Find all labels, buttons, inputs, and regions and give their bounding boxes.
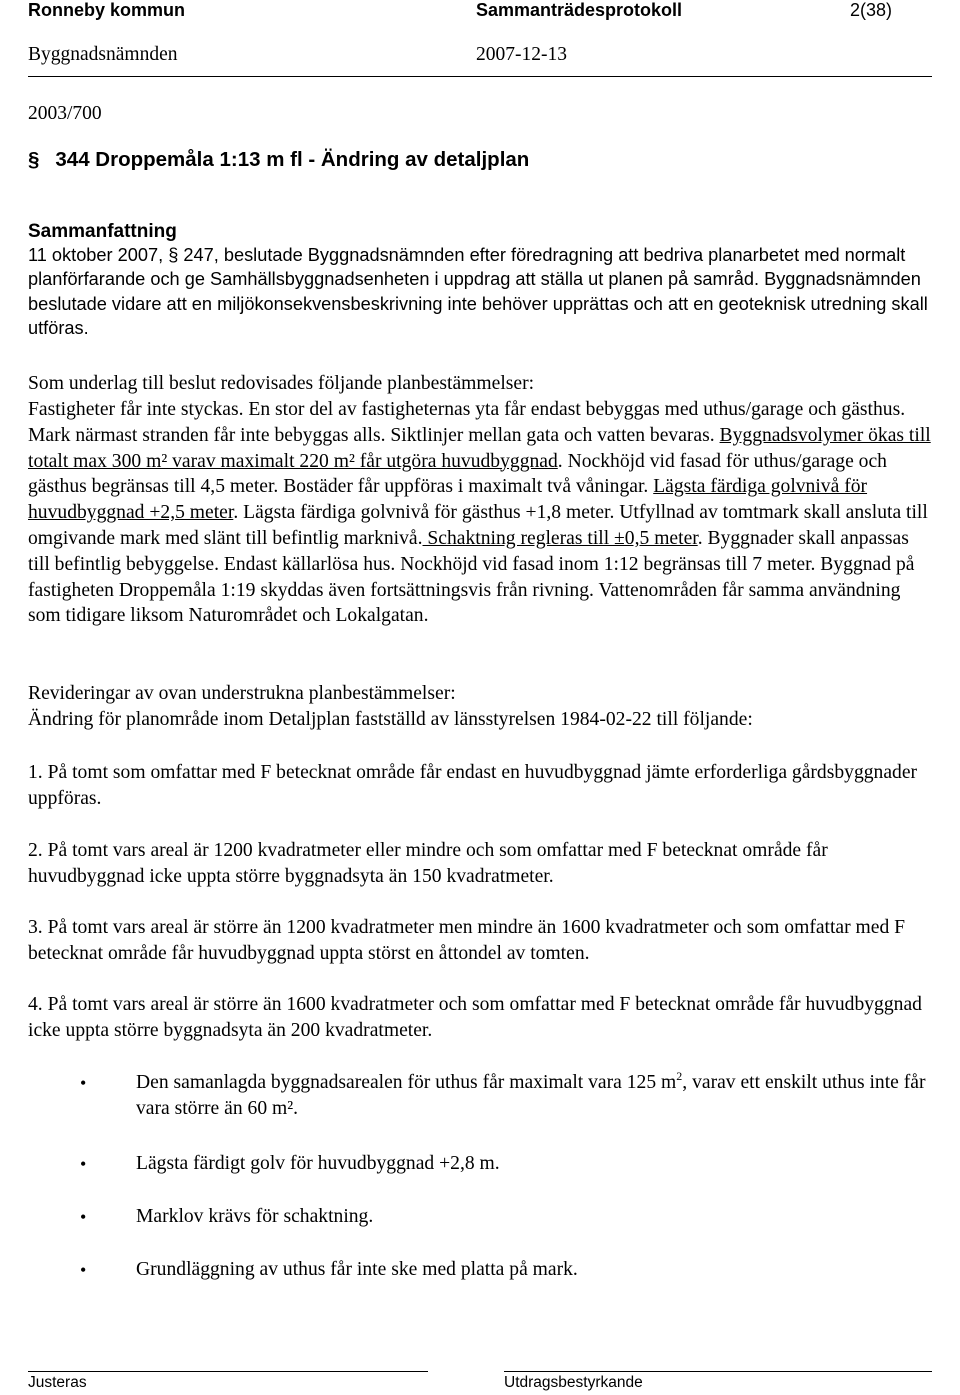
footer-rule-right bbox=[504, 1371, 932, 1372]
header-date: 2007-12-13 bbox=[476, 44, 567, 65]
header-page-number: 2(38) bbox=[850, 0, 893, 20]
case-reference: 2003/700 bbox=[28, 103, 102, 124]
underlined-regulation: Lägsta färdiga golvnivå för huvudbyggnad +2,5 meter bbox=[28, 476, 868, 524]
paragraph-title-text: 344 Droppemåla 1:13 m fl - Ändring av detaljplan bbox=[55, 148, 530, 171]
bullet-icon: • bbox=[80, 1154, 87, 1174]
revisions-heading: Revideringar av ovan understrukna planbestämmelser: bbox=[28, 683, 456, 704]
header-rule bbox=[28, 76, 932, 77]
underlined-regulation: Schaktning regleras till ±0,5 meter bbox=[422, 527, 698, 549]
paragraph-sign: § bbox=[168, 245, 179, 265]
regulations-intro: Som underlag till beslut redovisades följande planbestämmelser: bbox=[28, 373, 535, 394]
underlined-regulation: Byggnadsvolymer ökas till totalt max 300 m² varav maximalt 220 m² får utgöra huvudbyggnad bbox=[28, 424, 931, 472]
revision-item: 4. På tomt vars areal är större än 1600 kvadratmeter och som omfattar med F betecknat område får huvudbyggnad icke uppta större byggnadsyta än 200 kvadratmeter. bbox=[28, 994, 922, 1041]
bullet-icon: • bbox=[80, 1073, 87, 1093]
bullet-item: Den samanlagda byggnadsarealen för uthus får maximalt vara 125 $m^2$, varav ett enskilt uthus inte får vara större än 60 m². bbox=[136, 1069, 926, 1119]
footer-rule-left bbox=[28, 1371, 428, 1372]
bullet-icon: • bbox=[80, 1207, 87, 1227]
bullet-item: Grundläggning av uthus får inte ske med platta på mark. bbox=[136, 1259, 578, 1280]
revision-item: 2. På tomt vars areal är 1200 kvadratmeter eller mindre och som omfattar med F betecknat område får huvudbyggnad icke uppta större byggnadsyta än 150 kvadratmeter. bbox=[28, 840, 828, 887]
header-municipality: Ronneby kommun bbox=[28, 0, 186, 20]
regulations-text: Fastigheter får inte styckas. En stor del av fastigheternas yta får endast bebyggas med uthus/garage och gästhus. Mark närmast stranden får inte bebyggas alls. Siktlinjer mellan gata och vatten bevaras. Byggnadsvolymer ökas till totalt max 300 m² varav maximalt 220 m² får utgöra huvudbyggnad. Nockhöjd vid fasad för uthus/garage och gästhus begränsas till 4,5 meter. Bostäder får uppföras i maximalt två våningar. Lägsta färdiga golvnivå för huvudbyggnad +2,5 meter. Lägsta färdiga golvnivå för gästhus +1,8 meter. Utfyllnad av tomtmark skall ansluta till omgivande mark med slänt till befintlig marknivå. Schaktning regleras till ±0,5 meter. Byggnader skall anpassas till befintlig bebyggelse. Endast källarlösa hus. Nockhöjd vid fasad inom 1:12 begränsas till 7 meter. Byggnad på fastigheten Droppemåla 1:19 skyddas även fortsättningsvis från rivning. Vattenområden får samma användning som tidigare liksom Naturområdet och Lokalgatan. bbox=[28, 399, 931, 627]
footer-utdragsbestyrkande: Utdragsbestyrkande bbox=[504, 1374, 643, 1391]
bullet-item: Lägsta färdigt golv för huvudbyggnad +2,8 m. bbox=[136, 1153, 500, 1174]
bullet-item: Marklov krävs för schaktning. bbox=[136, 1206, 374, 1227]
header-doc-type: Sammanträdesprotokoll bbox=[476, 0, 683, 20]
bullet-icon: • bbox=[80, 1260, 87, 1280]
page-title bbox=[28, 148, 529, 172]
revisions-intro: Ändring för planområde inom Detaljplan fastställd av länsstyrelsen 1984-02-22 till följande: bbox=[28, 709, 753, 730]
header-committee: Byggnadsnämnden bbox=[28, 44, 178, 65]
summary-heading: Sammanfattning bbox=[28, 221, 177, 242]
footer-justeras: Justeras bbox=[28, 1374, 87, 1391]
revision-item: 3. På tomt vars areal är större än 1200 kvadratmeter men mindre än 1600 kvadratmeter och som omfattar med F betecknat område får huvudbyggnad uppta störst en åttondel av tomten. bbox=[28, 917, 906, 964]
paragraph-sign: § bbox=[28, 148, 40, 171]
revision-item: 1. På tomt som omfattar med F betecknat område får endast en huvudbyggnad jämte erforderliga gårdsbyggnader uppföras. bbox=[28, 762, 918, 809]
summary-text: 11 oktober 2007, § 247, beslutade Byggnadsnämnden efter föredragning att bedriva planarbetet med normalt planförfarande och ge Samhällsbyggnadsenheten i uppdrag att ställa ut planen på samråd. Byggnadsnämnden beslutade vidare att en miljökonsekvensbeskrivning inte behöver upprättas och att en geoteknisk utredning skall utföras. bbox=[28, 245, 928, 339]
